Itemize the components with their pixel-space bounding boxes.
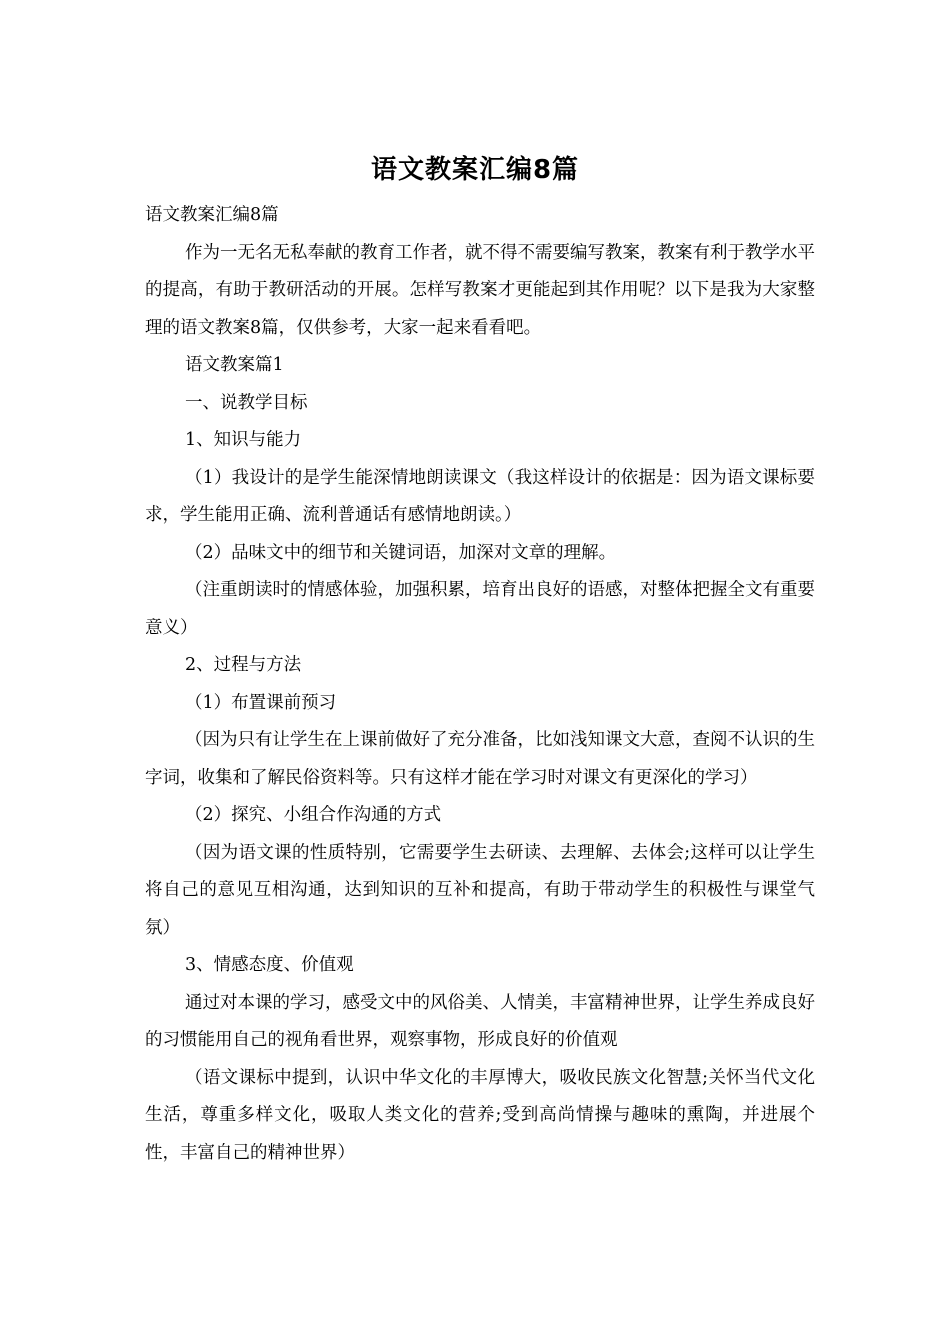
- section-heading: 语文教案篇1: [185, 355, 284, 375]
- body-paragraph: 通过对本课的学习，感受文中的风俗美、人情美，丰富精神世界，让学生养成良好的习惯能用自己的视角看世界，观察事物，形成良好的价值观: [145, 992, 815, 1050]
- item-heading: 1、知识与能力: [185, 430, 302, 450]
- document-body: [145, 197, 815, 1172]
- subtitle-line: 语文教案汇编8篇: [145, 205, 279, 225]
- item-heading: 2、过程与方法: [185, 655, 302, 675]
- body-paragraph: （1）我设计的是学生能深情地朗读课文（我这样设计的依据是：因为语文课标要求，学生能用正确、流利普通话有感情地朗读。）: [145, 467, 815, 525]
- intro-paragraph: 作为一无名无私奉献的教育工作者，就不得不需要编写教案，教案有利于教学水平的提高，有助于教研活动的开展。怎样写教案才更能起到其作用呢？以下是我为大家整理的语文教案8篇，仅供参考，大家一起来看看吧。: [145, 242, 815, 338]
- body-paragraph: （2）品味文中的细节和关键词语，加深对文章的理解。: [185, 542, 617, 563]
- body-paragraph: （因为语文课的性质特别，它需要学生去研读、去理解、去体会;这样可以让学生将自己的意见互相沟通，达到知识的互补和提高，有助于带动学生的积极性与课堂气氛）: [145, 842, 815, 938]
- document-title: 语文教案汇编8篇: [370, 155, 580, 185]
- body-paragraph: （因为只有让学生在上课前做好了充分准备，比如浅知课文大意，查阅不认识的生字词，收集和了解民俗资料等。只有这样才能在学习时对课文有更深化的学习）: [145, 730, 815, 788]
- body-paragraph: （注重朗读时的情感体验，加强积累，培育出良好的语感，对整体把握全文有重要意义）: [145, 580, 815, 638]
- item-heading: 3、情感态度、价值观: [185, 955, 354, 975]
- subsection-heading: 一、说教学目标: [185, 392, 308, 413]
- body-paragraph: （语文课标中提到，认识中华文化的丰厚博大，吸收民族文化智慧;关怀当代文化生活，尊重多样文化，吸取人类文化的营养;受到高尚情操与趣味的熏陶，并进展个性，丰富自己的精神世界）: [145, 1067, 815, 1163]
- body-paragraph: （2）探究、小组合作沟通的方式: [185, 805, 442, 825]
- body-paragraph: （1）布置课前预习: [185, 692, 337, 713]
